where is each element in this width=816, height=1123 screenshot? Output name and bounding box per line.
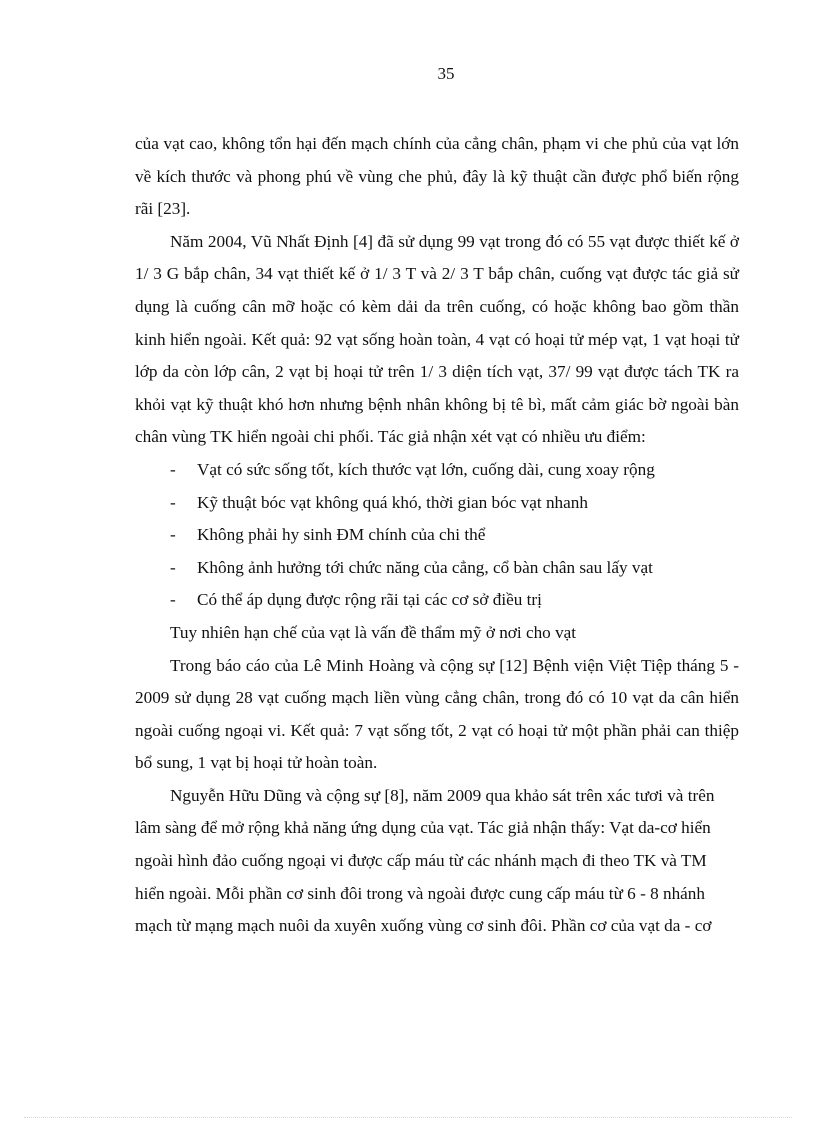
advantages-list — [135, 454, 739, 617]
list-item-text: Có thể áp dụng được rộng rãi tại các cơ sở điều trị — [197, 590, 542, 610]
list-item-text: Kỹ thuật bóc vạt không quá khó, thời gian bóc vạt nhanh — [197, 492, 588, 512]
list-item — [135, 487, 739, 520]
document-body — [135, 128, 739, 943]
list-item-text: Không phải hy sinh ĐM chính của chi thể — [197, 525, 486, 545]
page-number: 35 — [437, 64, 455, 83]
paragraph-continuation: của vạt cao, không tổn hại đến mạch chính của cẳng chân, phạm vi che phủ của vạt lớn về kích thước và phong phú về vùng che phủ, đây là kỹ thuật cần được phổ biến rộng rãi [23]. — [135, 134, 739, 219]
bullet-dash: - — [170, 557, 176, 577]
list-item — [135, 519, 739, 552]
list-item-text: Không ảnh hưởng tới chức năng của cẳng, cổ bàn chân sau lấy vạt — [197, 557, 653, 577]
list-item — [135, 454, 739, 487]
paragraph-vu-nhat-dinh: Năm 2004, Vũ Nhất Định [4] đã sử dụng 99 vạt trong đó có 55 vạt được thiết kế ở 1/ 3 G bắp chân, 34 vạt thiết kế ở 1/ 3 T và 2/ 3 T bắp chân, cuống vạt được tác giả sử dụng là cuống cân mỡ hoặc có kèm dải da trên cuống, có hoặc không bao gồm thần kinh hiển ngoài. Kết quả: 92 vạt sống hoàn toàn, 4 vạt có hoại tử mép vạt, 1 vạt hoại tử lớp da còn lớp cân, 2 vạt bị hoại tử trên 1/ 3 diện tích vạt, 37/ 99 vạt được tách TK ra khỏi vạt kỹ thuật khó hơn nhưng bệnh nhân không bị tê bì, mất cảm giác bờ ngoài bàn chân vùng TK hiển ngoài chi phối. Tác giả nhận xét vạt có nhiều ưu điểm: — [135, 231, 739, 447]
list-item-text: Vạt có sức sống tốt, kích thước vạt lớn, cuống dài, cung xoay rộng — [197, 459, 655, 479]
bullet-dash: - — [170, 525, 176, 545]
bullet-dash: - — [170, 590, 176, 610]
paragraph-nguyen-huu-dung: Nguyễn Hữu Dũng và cộng sự [8], năm 2009 qua khảo sát trên xác tươi và trên lâm sàng để mở rộng khả năng ứng dụng của vạt. Tác giả nhận thấy: Vạt da-cơ hiển ngoài hình đảo cuống ngoại vi được cấp máu từ các nhánh mạch đi theo TK và TM hiển ngoài. Mỗi phần cơ sinh đôi trong và ngoài được cung cấp máu từ 6 - 8 nhánh mạch từ mạng mạch nuôi da xuyên xuống vùng cơ sinh đôi. Phần cơ của vạt da - cơ — [135, 785, 715, 936]
bullet-dash: - — [170, 492, 176, 512]
paragraph-limitation: Tuy nhiên hạn chế của vạt là vấn đề thẩm mỹ ở nơi cho vạt — [170, 622, 577, 642]
page-bottom-divider — [24, 1117, 792, 1118]
list-item — [135, 552, 739, 585]
paragraph-le-minh-hoang: Trong báo cáo của Lê Minh Hoàng và cộng sự [12] Bệnh viện Việt Tiệp tháng 5 - 2009 sử dụng 28 vạt cuống mạch liền vùng cẳng chân, trong đó có 10 vạt da cân hiển ngoài cuống ngoại vi. Kết quả: 7 vạt sống tốt, 2 vạt có hoại tử một phần phải can thiệp bổ sung, 1 vạt bị hoại tử hoàn toàn. — [135, 655, 739, 773]
list-item — [135, 584, 739, 617]
bullet-dash: - — [170, 459, 176, 479]
